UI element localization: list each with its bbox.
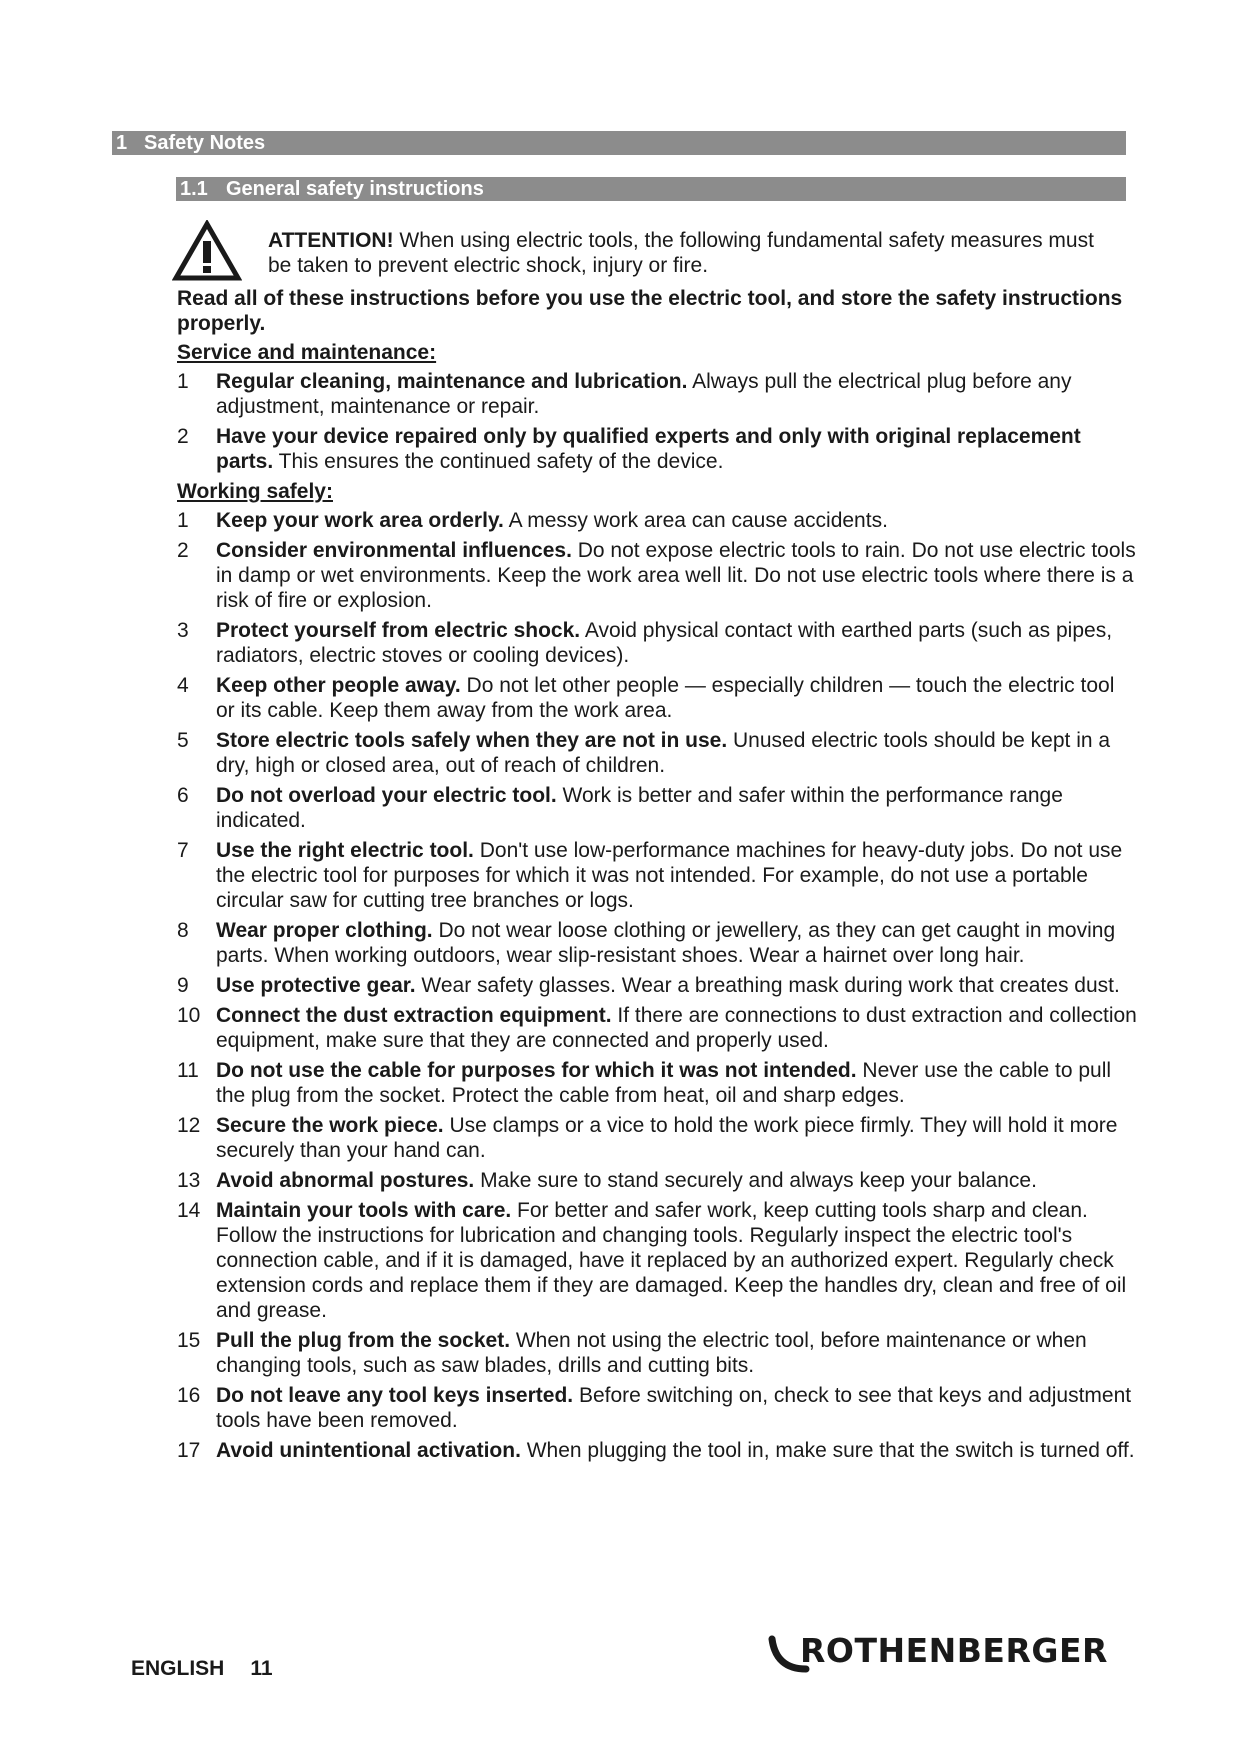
list-item bbox=[177, 508, 1137, 533]
item-number: 4 bbox=[177, 674, 189, 697]
subsection-number: 1.1 bbox=[180, 178, 208, 200]
item-title: Do not use the cable for purposes for which it was not intended. bbox=[216, 1059, 857, 1082]
item-title: Have your device repaired only by qualified experts and only with original replacement parts. bbox=[216, 425, 1081, 473]
item-text: Always pull the electrical plug before any adjustment, maintenance or repair. bbox=[216, 370, 1072, 418]
service-heading: Service and maintenance: bbox=[177, 341, 437, 364]
instructions-body bbox=[177, 286, 1137, 1468]
item-number: 2 bbox=[177, 425, 189, 448]
item-content bbox=[216, 424, 1137, 474]
section-number: 1 bbox=[116, 132, 128, 154]
item-text: Before switching on, check to see that keys and adjustment tools have been removed. bbox=[216, 1384, 1132, 1432]
list-item bbox=[177, 369, 1137, 419]
item-text: Make sure to stand securely and always keep your balance. bbox=[474, 1169, 1037, 1192]
item-number: 5 bbox=[177, 729, 189, 752]
item-title: Keep your work area orderly. bbox=[216, 509, 504, 532]
warning-triangle-icon bbox=[172, 220, 242, 282]
item-number: 12 bbox=[177, 1114, 201, 1137]
item-title: Pull the plug from the socket. bbox=[216, 1329, 511, 1352]
item-text: For better and safer work, keep cutting tools sharp and clean. Follow the instructions for lubrication and changing tools. Regularly inspect the electric tool's connection cable, and if it is damaged, have it replaced by an authorized expert. Regularly check extension cords and replace them if they are damaged. Keep the handles dry, clean and free of oil and grease. bbox=[216, 1199, 1127, 1322]
item-number: 15 bbox=[177, 1329, 201, 1352]
item-title: Connect the dust extraction equipment. bbox=[216, 1004, 612, 1027]
item-number: 1 bbox=[177, 509, 189, 532]
item-title: Regular cleaning, maintenance and lubrication. bbox=[216, 370, 688, 393]
item-text: Do not expose electric tools to rain. Do not use electric tools in damp or wet environments. Keep the work area well lit. Do not use electric tools where there is a risk of fire or explosion. bbox=[216, 539, 1136, 612]
list-item bbox=[177, 838, 1137, 913]
item-title: Store electric tools safely when they are not in use. bbox=[216, 729, 728, 752]
attention-text: When using electric tools, the following fundamental safety measures must be taken to prevent electric shock, injury or fire. bbox=[268, 229, 1094, 277]
working-heading: Working safely: bbox=[177, 480, 333, 503]
item-content bbox=[216, 673, 1137, 723]
section-title: Safety Notes bbox=[144, 132, 266, 154]
item-title: Do not leave any tool keys inserted. bbox=[216, 1384, 574, 1407]
list-item bbox=[177, 618, 1137, 668]
item-content bbox=[216, 538, 1137, 613]
section-heading bbox=[112, 131, 1126, 155]
item-number: 1 bbox=[177, 370, 189, 393]
item-title: Consider environmental influences. bbox=[216, 539, 572, 562]
list-item bbox=[177, 1058, 1137, 1108]
item-text: A messy work area can cause accidents. bbox=[503, 509, 888, 532]
subsection-title: General safety instructions bbox=[226, 178, 484, 200]
service-list bbox=[177, 369, 1137, 474]
list-item bbox=[177, 673, 1137, 723]
list-item bbox=[177, 1198, 1137, 1323]
list-item bbox=[177, 918, 1137, 968]
item-number: 8 bbox=[177, 919, 189, 942]
read-all-notice: Read all of these instructions before you use the electric tool, and store the safety instructions properly. bbox=[177, 287, 1123, 335]
list-item bbox=[177, 1383, 1137, 1433]
attention-label: ATTENTION! bbox=[268, 229, 394, 252]
item-content bbox=[216, 1328, 1137, 1378]
item-content bbox=[216, 1168, 1137, 1193]
footer-page-info bbox=[131, 1657, 299, 1681]
item-content bbox=[216, 1383, 1137, 1433]
item-title: Protect yourself from electric shock. bbox=[216, 619, 581, 642]
item-content bbox=[216, 838, 1137, 913]
list-item bbox=[177, 1328, 1137, 1378]
item-text: When plugging the tool in, make sure that the switch is turned off. bbox=[520, 1439, 1135, 1462]
item-text: Wear safety glasses. Wear a breathing mask during work that creates dust. bbox=[415, 974, 1120, 997]
list-item bbox=[177, 1113, 1137, 1163]
item-title: Do not overload your electric tool. bbox=[216, 784, 557, 807]
item-content bbox=[216, 973, 1137, 998]
item-number: 6 bbox=[177, 784, 189, 807]
item-title: Use protective gear. bbox=[216, 974, 416, 997]
item-number: 14 bbox=[177, 1199, 201, 1222]
item-content bbox=[216, 1003, 1137, 1053]
item-content bbox=[216, 728, 1137, 778]
item-content bbox=[216, 618, 1137, 668]
item-title: Maintain your tools with care. bbox=[216, 1199, 512, 1222]
item-content bbox=[216, 1438, 1137, 1463]
item-content bbox=[216, 1058, 1137, 1108]
item-text: This ensures the continued safety of the device. bbox=[273, 450, 724, 473]
subsection-heading bbox=[176, 177, 1126, 201]
list-item bbox=[177, 538, 1137, 613]
item-title: Keep other people away. bbox=[216, 674, 461, 697]
item-text: Avoid physical contact with earthed parts (such as pipes, radiators, electric stoves or cooling devices). bbox=[216, 619, 1113, 667]
item-number: 2 bbox=[177, 539, 189, 562]
item-text: Use clamps or a vice to hold the work piece firmly. They will hold it more securely than your hand can. bbox=[216, 1114, 1118, 1162]
item-number: 11 bbox=[177, 1059, 199, 1082]
item-title: Wear proper clothing. bbox=[216, 919, 433, 942]
item-title: Avoid abnormal postures. bbox=[216, 1169, 475, 1192]
list-item bbox=[177, 973, 1137, 998]
list-item bbox=[177, 728, 1137, 778]
list-item bbox=[177, 783, 1137, 833]
item-number: 10 bbox=[177, 1004, 201, 1027]
working-list bbox=[177, 508, 1137, 1463]
item-text: Unused electric tools should be kept in a dry, high or closed area, out of reach of children. bbox=[216, 729, 1111, 777]
item-text: Never use the cable to pull the plug from the socket. Protect the cable from heat, oil and sharp edges. bbox=[216, 1059, 1112, 1107]
list-item bbox=[177, 424, 1137, 474]
brand-logo bbox=[766, 1625, 1108, 1683]
list-item bbox=[177, 1438, 1137, 1463]
attention-note bbox=[268, 228, 1118, 278]
list-item bbox=[177, 1003, 1137, 1053]
item-content bbox=[216, 1198, 1137, 1323]
footer-language: ENGLISH bbox=[131, 1657, 225, 1680]
logo-brand-name: ROTHENBERGER bbox=[800, 1631, 1108, 1670]
item-number: 13 bbox=[177, 1169, 201, 1192]
item-text: Do not let other people — especially children — touch the electric tool or its cable. Keep them away from the work area. bbox=[216, 674, 1115, 722]
item-title: Avoid unintentional activation. bbox=[216, 1439, 521, 1462]
item-text: When not using the electric tool, before maintenance or when changing tools, such as saw blades, drills and cutting bits. bbox=[216, 1329, 1087, 1377]
item-number: 7 bbox=[177, 839, 189, 862]
item-content bbox=[216, 508, 1137, 533]
item-text: Don't use low-performance machines for heavy-duty jobs. Do not use the electric tool for purposes for which it was not intended. For example, do not use a portable circular saw for cutting tree branches or logs. bbox=[216, 839, 1123, 912]
footer-page-number: 11 bbox=[250, 1657, 273, 1680]
item-content bbox=[216, 369, 1137, 419]
item-text: Work is better and safer within the performance range indicated. bbox=[216, 784, 1063, 832]
item-number: 16 bbox=[177, 1384, 201, 1407]
item-title: Use the right electric tool. bbox=[216, 839, 474, 862]
item-content bbox=[216, 783, 1137, 833]
item-content bbox=[216, 918, 1137, 968]
item-number: 9 bbox=[177, 974, 189, 997]
item-text: If there are connections to dust extraction and collection equipment, make sure that they are connected and properly used. bbox=[216, 1004, 1137, 1052]
item-content bbox=[216, 1113, 1137, 1163]
item-number: 17 bbox=[177, 1439, 201, 1462]
item-title: Secure the work piece. bbox=[216, 1114, 444, 1137]
item-text: Do not wear loose clothing or jewellery, as they can get caught in moving parts. When working outdoors, wear slip-resistant shoes. Wear a hairnet over long hair. bbox=[216, 919, 1116, 967]
list-item bbox=[177, 1168, 1137, 1193]
item-number: 3 bbox=[177, 619, 189, 642]
